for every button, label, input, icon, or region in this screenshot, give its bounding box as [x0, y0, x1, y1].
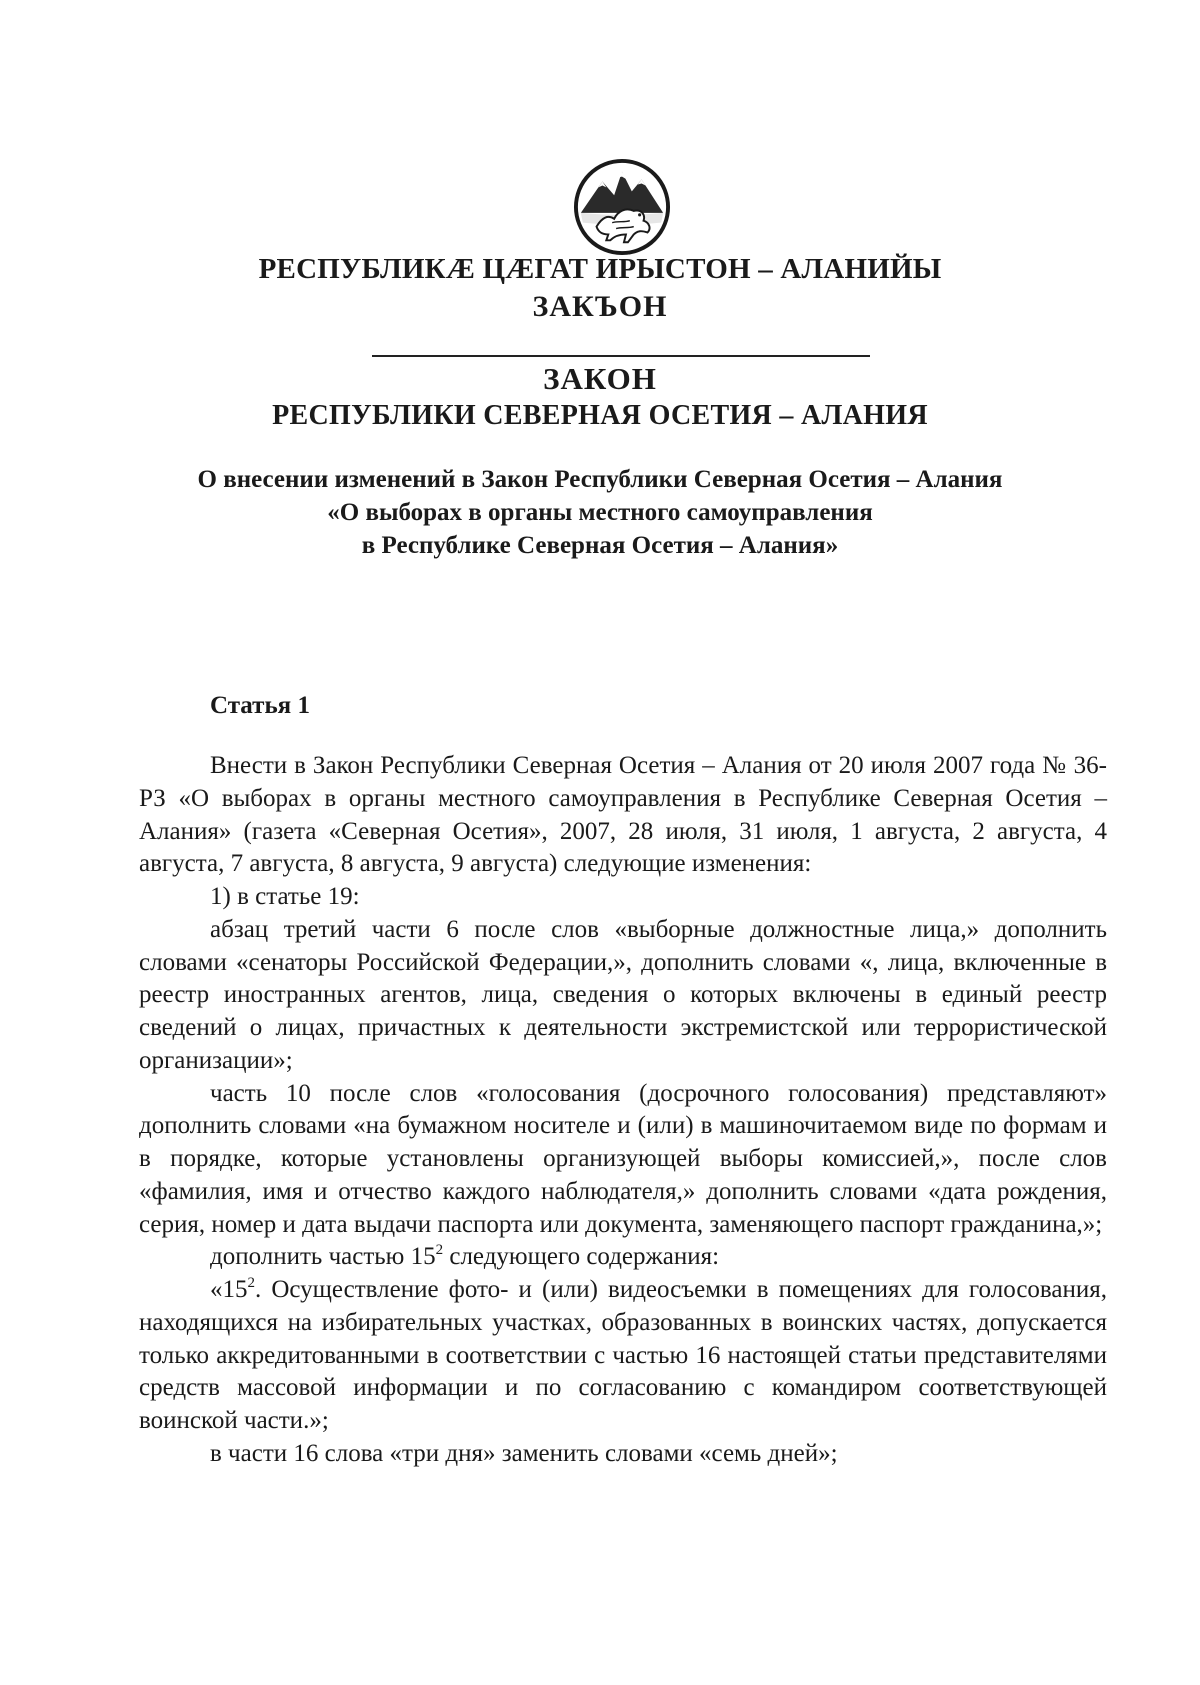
text-fragment: . Осуществление фото- и (или) видеосъемки в помещениях для голосования, находящихся на избирательных участках, образованных в воинских частях, допускается только аккредитованными в соответствии с частью 16 настоящей статьи представителями средств массовой информации и по согласованию с командиром соответствующей воинской части.»;: [139, 1276, 1107, 1434]
paragraph-intro: Внести в Закон Республики Северная Осетия – Алания от 20 июля 2007 года № 36-РЗ «О выборах в органы местного самоуправления в Республике Северная Осетия – Алания» (газета «Северная Осетия», 2007, 28 июля, 31 июля, 1 августа, 2 августа, 4 августа, 7 августа, 8 августа, 9 августа) следующие изменения:: [139, 752, 1107, 878]
republic-name-russian: РЕСПУБЛИКИ СЕВЕРНАЯ ОСЕТИЯ – АЛАНИЯ: [272, 400, 928, 431]
article-body: [139, 750, 1107, 1471]
text-fragment: следующего содержания:: [443, 1243, 720, 1271]
paragraph-part-15-2-text: [139, 1274, 1107, 1438]
law-word-ossetian: ЗАКЪОН: [532, 290, 668, 323]
republic-name-ossetian: РЕСПУБЛИКӔ ЦӔГАТ ИРЫСТОН – АЛАНИЙЫ: [258, 253, 942, 285]
paragraph-part-16: в части 16 слова «три дня» заменить словами «семь дней»;: [210, 1439, 838, 1467]
law-word-russian: ЗАКОН: [543, 361, 657, 396]
superscript: 2: [435, 1242, 444, 1259]
text-fragment: дополнить частью 15: [210, 1243, 436, 1271]
text-fragment: «15: [210, 1276, 248, 1303]
superscript: 2: [247, 1275, 255, 1291]
coat-of-arms-icon: [573, 158, 671, 256]
divider-line: [372, 355, 870, 357]
law-title-line-1: О внесении изменений в Закон Республики Северная Осетия – Алания: [197, 466, 1003, 493]
article-heading: Статья 1: [210, 692, 310, 719]
paragraph-part-6: абзац третий части 6 после слов «выборные должностные лица,» дополнить словами «сенаторы Российской Федерации,», дополнить словами «, лица, включенные в реестр иностранных агентов, лица, сведения о которых включены в единый реестр сведений о лицах, причастных к деятельности экстремистской или террористической организации»;: [139, 915, 1107, 1074]
law-title-line-3: в Республике Северная Осетия – Алания»: [361, 532, 839, 559]
paragraph-add-part-15-2: [139, 1241, 1107, 1274]
paragraph-item-1: 1) в статье 19:: [210, 883, 360, 910]
law-title-line-2: «О выборах в органы местного самоуправления: [327, 499, 873, 526]
paragraph-part-10: часть 10 после слов «голосования (досрочного голосования) представляют» дополнить словами «на бумажном носителе и (или) в машиночитаемом виде по формам и в порядке, которые установлены организующей выборы комиссией,», после слов «фамилия, имя и отчество каждого наблюдателя,» дополнить словами «дата рождения, серия, номер и дата выдачи паспорта или документа, заменяющего паспорт гражданина,»;: [139, 1079, 1107, 1238]
